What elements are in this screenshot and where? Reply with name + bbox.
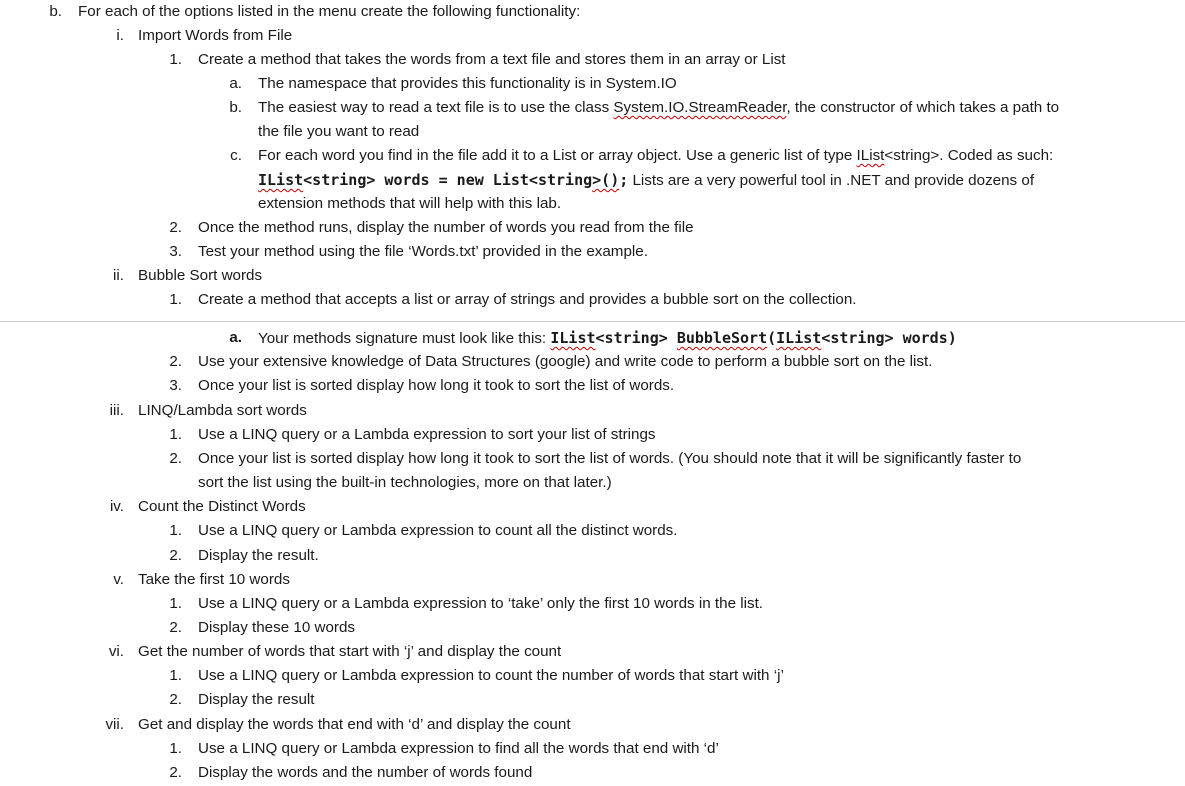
step-text: Once your list is sorted display how long it took to sort the list of words. xyxy=(198,377,675,394)
list-marker: 1. xyxy=(169,522,182,539)
list-marker: vii. xyxy=(105,716,124,733)
list-marker: 1. xyxy=(169,51,182,68)
step-text: Display these 10 words xyxy=(198,619,356,636)
code-token: IList xyxy=(550,329,596,347)
item-title-distinct: Count the Distinct Words xyxy=(138,498,306,515)
code-token: ; xyxy=(619,171,629,189)
list-marker: 1. xyxy=(169,667,182,684)
spellcheck-word: IList xyxy=(856,147,885,164)
code-token: <string> xyxy=(595,329,677,347)
list-marker: 2. xyxy=(169,691,182,708)
list-marker: v. xyxy=(113,571,124,588)
substep-signature xyxy=(258,328,957,349)
list-marker: 3. xyxy=(169,377,182,394)
item-title-ends-with-d: Get and display the words that end with ‘d’ and display the count xyxy=(138,716,571,733)
list-marker: 1. xyxy=(169,426,182,443)
page-break-divider xyxy=(0,321,1185,322)
step-text: Display the words and the number of words found xyxy=(198,764,533,781)
code-token: <string> words = new List<string xyxy=(303,171,593,189)
step-text: Use a LINQ query or Lambda expression to count the number of words that start with ‘j’ xyxy=(198,667,784,684)
list-marker: iv. xyxy=(109,498,124,515)
list-marker: 1. xyxy=(169,595,182,612)
text-run: <string>. Coded as such: xyxy=(884,147,1054,164)
step-text: Once the method runs, display the number of words you read from the file xyxy=(198,219,694,236)
spellcheck-word: System.IO.StreamReader xyxy=(613,99,787,116)
item-title-linq-sort: LINQ/Lambda sort words xyxy=(138,402,307,419)
list-marker: vi. xyxy=(108,643,124,660)
step-text: Use a LINQ query or Lambda expression to find all the words that end with ‘d’ xyxy=(198,740,719,757)
list-marker: 3. xyxy=(169,243,182,260)
step-text: Create a method that accepts a list or array of strings and provides a bubble sort on the collection. xyxy=(198,291,857,308)
substep-continuation: the file you want to read xyxy=(258,123,420,140)
list-marker: b. xyxy=(49,3,62,20)
code-token: IList xyxy=(258,171,304,189)
text-run: For each word you find in the file add it to a List or array object. Use a generic list of type xyxy=(258,147,857,164)
item-title-bubble-sort: Bubble Sort words xyxy=(138,267,263,284)
list-marker: i. xyxy=(116,27,124,44)
code-token: <string> words) xyxy=(821,329,957,347)
text-run: Lists are a very powerful tool in .NET and provide dozens of xyxy=(628,172,1035,189)
code-token: IList xyxy=(776,329,822,347)
list-marker: a. xyxy=(229,329,242,346)
list-marker: 1. xyxy=(169,291,182,308)
substep-text: The namespace that provides this functionality is in System.IO xyxy=(258,75,677,92)
list-marker: 2. xyxy=(169,450,182,467)
step-text: Create a method that takes the words from a text file and stores them in an array or List xyxy=(198,51,786,68)
step-text: Display the result. xyxy=(198,547,319,564)
substep-continuation: extension methods that will help with this lab. xyxy=(258,195,562,212)
item-title-import: Import Words from File xyxy=(138,27,293,44)
list-marker: 2. xyxy=(169,219,182,236)
code-token: ( xyxy=(767,329,777,347)
substep-ilist xyxy=(258,146,1053,166)
step-text: Use your extensive knowledge of Data Structures (google) and write code to perform a bubble sort on the list. xyxy=(198,353,933,370)
text-run: , the constructor of which takes a path to xyxy=(786,99,1060,116)
list-marker: iii. xyxy=(109,402,124,419)
item-title-starts-with-j: Get the number of words that start with ‘j’ and display the count xyxy=(138,643,562,660)
step-text: Use a LINQ query or a Lambda expression to sort your list of strings xyxy=(198,426,656,443)
list-marker: 2. xyxy=(169,619,182,636)
section-intro: For each of the options listed in the menu create the following functionality: xyxy=(78,3,581,20)
step-text: Use a LINQ query or a Lambda expression to ‘take’ only the first 10 words in the list. xyxy=(198,595,764,612)
list-marker: 2. xyxy=(169,764,182,781)
list-marker: a. xyxy=(229,75,242,92)
list-marker: ii. xyxy=(113,267,124,284)
step-text: Use a LINQ query or Lambda expression to count all the distinct words. xyxy=(198,522,678,539)
code-line-declaration xyxy=(258,170,1034,191)
step-text: Once your list is sorted display how long it took to sort the list of words. (You should note that it will be significantly faster to xyxy=(198,450,1022,467)
code-token: BubbleSort xyxy=(676,329,768,347)
text-run: The easiest way to read a text file is to use the class xyxy=(258,99,614,116)
item-title-take: Take the first 10 words xyxy=(138,571,290,588)
list-marker: 1. xyxy=(169,740,182,757)
step-continuation: sort the list using the built-in technologies, more on that later.) xyxy=(198,474,612,491)
list-marker: c. xyxy=(230,147,242,164)
code-token: >() xyxy=(592,171,620,189)
list-marker: b. xyxy=(229,99,242,116)
list-marker: 2. xyxy=(169,353,182,370)
step-text: Display the result xyxy=(198,691,315,708)
step-text: Test your method using the file ‘Words.txt’ provided in the example. xyxy=(198,243,648,260)
substep-streamreader xyxy=(258,98,1059,118)
text-run: Your methods signature must look like this: xyxy=(258,330,551,347)
list-marker: 2. xyxy=(169,547,182,564)
